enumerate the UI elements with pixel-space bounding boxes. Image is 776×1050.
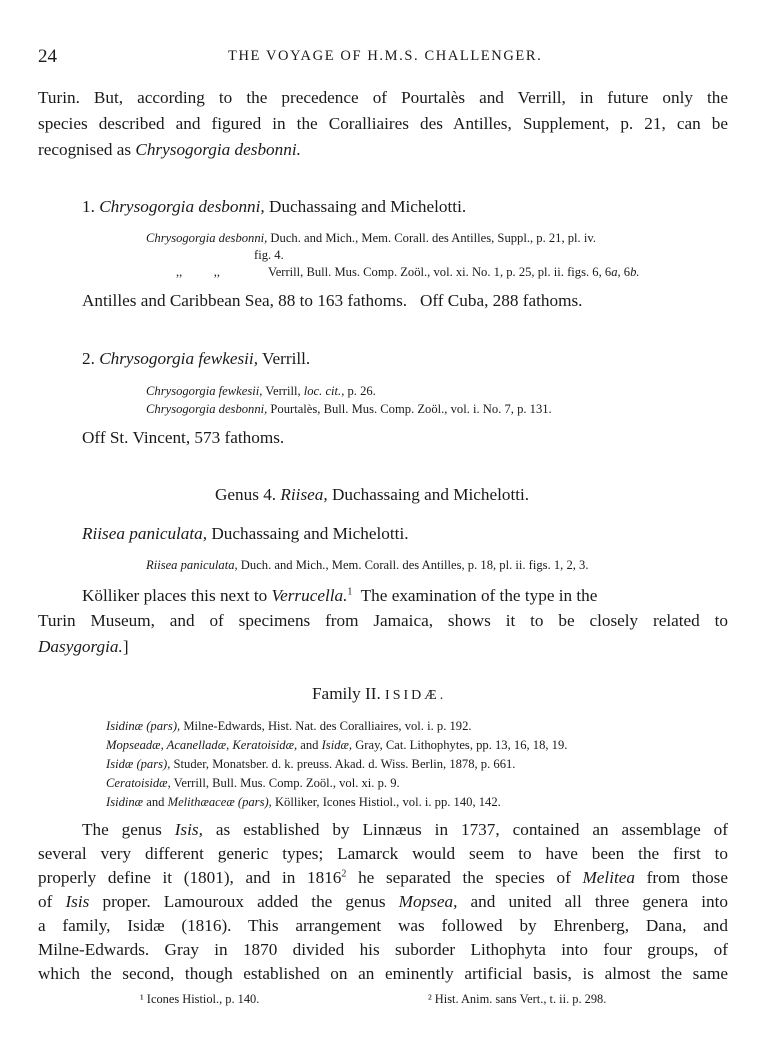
synonym-name: Isidinæ — [106, 795, 144, 809]
para-line-2: several very different generic types; Lamarck would seem to have been the first to — [38, 844, 728, 863]
species-2-locality: Off St. Vincent, 573 fathoms. — [82, 428, 285, 447]
footnote-2: ² Hist. Anim. sans Vert., t. ii. p. 298. — [428, 992, 607, 1006]
closing-bracket: ] — [122, 637, 129, 656]
synonym-ref: Pourtalès, Bull. Mus. Comp. Zoöl., vol. i. No. 7, p. 131. — [267, 402, 552, 416]
para-text: as established by Linnæus in 1737, contained an assemblage of — [202, 820, 728, 839]
synonym-ref: Duch. and Mich., Mem. Corall. des Antilles, Suppl., p. 21, pl. iv. — [267, 231, 596, 245]
synonym-ref: Kölliker, Icones Histiol., vol. i. pp. 140, 142. — [271, 795, 501, 809]
family-synonym-2 — [106, 738, 567, 753]
running-title: THE VOYAGE OF H.M.S. CHALLENGER. — [228, 48, 543, 64]
para-genus: Melitea — [582, 868, 635, 887]
species-2-authority: Verrill. — [258, 349, 311, 368]
footnote-ref-2: 2 — [341, 868, 347, 880]
species-1-synonym-1 — [146, 231, 596, 246]
para-genus: Isis, — [174, 820, 203, 839]
footnote-1: ¹ Icones Histiol., p. 140. — [140, 992, 260, 1006]
synonym-ref: Duch. and Mich., Mem. Corall. des Antilles, p. 18, pl. ii. figs. 1, 2, 3. — [237, 558, 589, 572]
para-text: The genus — [82, 820, 175, 839]
para-genus: Dasygorgia. — [38, 637, 123, 656]
para-line-5: a family, Isidæ (1816). This arrangement was followed by Ehrenberg, Dana, and — [38, 916, 728, 935]
riisea-para-line-1 — [82, 586, 728, 606]
genus-label: Genus 4. — [215, 485, 281, 504]
species-1-authority: Duchassaing and Michelotti. — [264, 197, 467, 216]
synonym-name: Isidæ (pars), — [106, 757, 171, 771]
para-text: Kölliker places this next to — [82, 586, 272, 605]
synonym-name: Chrysogorgia desbonni, — [146, 231, 268, 245]
para-line-4 — [38, 892, 728, 912]
synonym-ref: Verrill, Bull. Mus. Comp. Zoöl., vol. xi. p. 9. — [170, 776, 400, 790]
genus-authority: Duchassaing and Michelotti. — [327, 485, 530, 504]
synonym-name: Ceratoisidæ, — [106, 776, 171, 790]
species-1-name: Chrysogorgia desbonni, — [99, 197, 265, 216]
species-1-number: 1. — [82, 197, 100, 216]
para-text: of — [38, 892, 66, 911]
family-synonym-4 — [106, 776, 400, 791]
para-line-1 — [82, 820, 728, 840]
synonym-name: Riisea paniculata, — [146, 558, 238, 572]
ditto-marks: ,, ,, — [176, 265, 221, 279]
para-genus: Mopsea, — [398, 892, 458, 911]
riisea-synonym — [146, 558, 589, 573]
species-2-name: Chrysogorgia fewkesii, — [99, 349, 259, 368]
synonym-name: Melithæaceæ (pars), — [167, 795, 272, 809]
species-1-synonym-2-ref — [268, 265, 640, 280]
synonym-joiner: and — [143, 795, 168, 809]
synonym-ref: Verrill, Bull. Mus. Comp. Zoöl., vol. xi. No. 1, p. 25, pl. ii. figs. 6, 6 — [268, 265, 612, 279]
para-text: properly define it (1801), and in 1816 — [38, 868, 342, 887]
para-text: The examination of the type in the — [352, 586, 598, 605]
genus-name: Riisea, — [280, 485, 328, 504]
synonym-ref: Gray, Cat. Lithophytes, pp. 13, 16, 18, 19. — [352, 738, 568, 752]
riisea-para-line-3 — [38, 637, 129, 657]
species-2-heading — [82, 349, 310, 369]
para-line-6: Milne-Edwards. Gray in 1870 divided his suborder Lithophyta into four groups, of — [38, 940, 728, 959]
para-text: from those — [634, 868, 728, 887]
synonym-name: Mopseadæ, Acanelladæ, Keratoisidæ, — [106, 738, 298, 752]
para-text: proper. Lamouroux added the genus — [89, 892, 399, 911]
synonym-ref: Verrill, — [262, 384, 304, 398]
para-line-7: which the second, though established on an eminently artificial basis, is almost the same — [38, 964, 728, 983]
intro-line-2: species described and figured in the Coralliaires des Antilles, Supplement, p. 21, can be — [38, 114, 728, 133]
para-text: and united all three genera into — [457, 892, 728, 911]
para-text: he separated the species of — [346, 868, 583, 887]
family-synonym-5 — [106, 795, 501, 810]
synonym-name: Isidæ, — [321, 738, 353, 752]
intro-line-1: Turin. But, according to the precedence of Pourtalès and Verrill, in future only the — [38, 88, 728, 107]
genus-heading — [215, 485, 529, 505]
family-label: Family II. — [312, 684, 386, 703]
riisea-heading — [82, 524, 409, 544]
para-line-3 — [38, 868, 728, 888]
synonym-name: Chrysogorgia fewkesii, — [146, 384, 263, 398]
para-genus: Isis — [65, 892, 90, 911]
synonym-ref: , 6 — [617, 265, 631, 279]
synonym-name: Chrysogorgia desbonni, — [146, 402, 268, 416]
para-genus: Verrucella. — [271, 586, 348, 605]
footnote-ref-1: 1 — [347, 586, 353, 598]
species-2-number: 2. — [82, 349, 100, 368]
intro-line-3 — [38, 140, 301, 160]
species-2-synonym-2 — [146, 402, 552, 417]
riisea-para-line-2: Turin Museum, and of specimens from Jamaica, shows it to be closely related to — [38, 611, 728, 630]
intro-text: recognised as — [38, 140, 136, 159]
species-1-locality: Antilles and Caribbean Sea, 88 to 163 fathoms. Off Cuba, 288 fathoms. — [82, 291, 583, 310]
synonym-ref: Milne-Edwards, Hist. Nat. des Coralliaires, vol. i. p. 192. — [180, 719, 472, 733]
synonym-loc-cit: loc. cit. — [303, 384, 342, 398]
synonym-fig-a: a — [611, 265, 618, 279]
species-1-heading — [82, 197, 466, 217]
synonym-name: Isidinæ (pars), — [106, 719, 181, 733]
intro-species-name: Chrysogorgia desbonni. — [135, 140, 301, 159]
family-heading — [312, 684, 446, 704]
family-name: ISIDÆ. — [385, 688, 447, 703]
synonym-ref: Studer, Monatsber. d. k. preuss. Akad. d. Wiss. Berlin, 1878, p. 661. — [170, 757, 516, 771]
species-1-synonym-1-cont: fig. 4. — [254, 248, 284, 262]
species-1-synonym-2 — [176, 265, 220, 280]
synonym-joiner: and — [297, 738, 322, 752]
riisea-authority: Duchassaing and Michelotti. — [207, 524, 409, 543]
synonym-fig-b: b. — [630, 265, 640, 279]
species-2-synonym-1 — [146, 384, 376, 399]
synonym-ref: , p. 26. — [341, 384, 376, 398]
riisea-name: Riisea paniculata, — [82, 524, 208, 543]
family-synonym-3 — [106, 757, 515, 772]
family-synonym-1 — [106, 719, 472, 734]
page-number: 24 — [38, 46, 57, 67]
